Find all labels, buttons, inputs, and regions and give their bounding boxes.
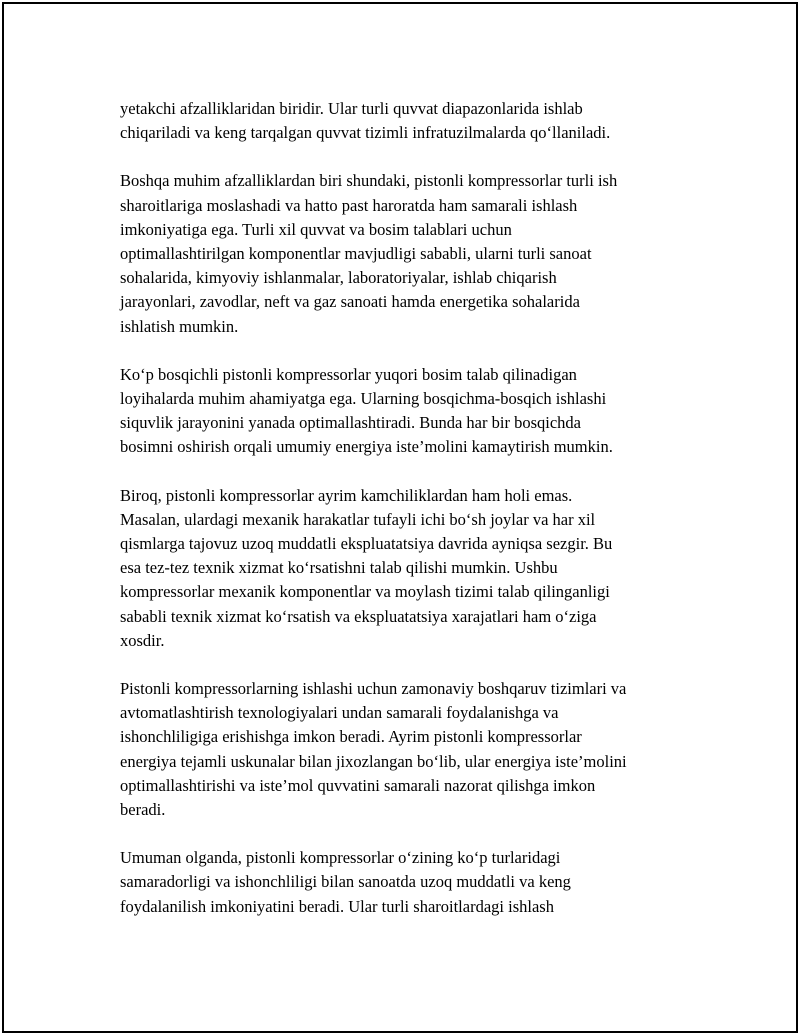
text-line: jarayonlari, zavodlar, neft va gaz sanoati hamda energetika sohalarida	[120, 292, 580, 312]
paragraph-2	[120, 169, 700, 338]
text-line: sharoitlariga moslashadi va hatto past haroratda ham samarali ishlash	[120, 195, 578, 215]
text-line: avtomatlashtirish texnologiyalari undan samarali foydalanishga va	[120, 703, 559, 723]
text-line: ishonchliligiga erishishga imkon beradi. Ayrim pistonli kompressorlar	[120, 727, 582, 747]
text-line: Masalan, ulardagi mexanik harakatlar tufayli ichi bo‘sh joylar va har xil	[120, 509, 596, 529]
document-body	[120, 97, 700, 943]
text-line: chiqariladi va keng tarqalgan quvvat tizimli infratuzilmalarda qo‘llaniladi.	[120, 123, 611, 143]
text-line: optimallashtirilgan komponentlar mavjudligi sababli, ularni turli sanoat	[120, 244, 592, 264]
text-line: qismlarga tajovuz uzoq muddatli ekspluatatsiya davrida ayniqsa sezgir. Bu	[120, 534, 613, 554]
text-line: Umuman olganda, pistonli kompressorlar o‘zining ko‘p turlaridagi	[120, 848, 561, 868]
text-line: esa tez-tez texnik xizmat ko‘rsatishni talab qilishi mumkin. Ushbu	[120, 558, 558, 578]
paragraph-5	[120, 677, 700, 822]
text-line: xosdir.	[120, 630, 165, 650]
document-page	[2, 2, 798, 1033]
text-line: foydalanilish imkoniyatini beradi. Ular turli sharoitlardagi ishlash	[120, 896, 554, 916]
text-line: kompressorlar mexanik komponentlar va moylash tizimi talab qilinganligi	[120, 582, 610, 602]
text-line: samaradorligi va ishonchliligi bilan sanoatda uzoq muddatli va keng	[120, 872, 571, 892]
paragraph-3	[120, 363, 700, 460]
text-line: Ko‘p bosqichli pistonli kompressorlar yuqori bosim talab qilinadigan	[120, 364, 577, 384]
paragraph-1	[120, 97, 700, 145]
text-line: beradi.	[120, 800, 166, 820]
text-line: optimallashtirishi va iste’mol quvvatini samarali nazorat qilishga imkon	[120, 775, 596, 795]
text-line: sababli texnik xizmat ko‘rsatish va ekspluatatsiya xarajatlari ham o‘ziga	[120, 606, 597, 626]
text-line: ishlatish mumkin.	[120, 316, 239, 336]
text-line: sohalarida, kimyoviy ishlanmalar, laboratoriyalar, ishlab chiqarish	[120, 268, 557, 288]
text-line: Biroq, pistonli kompressorlar ayrim kamchiliklardan ham holi emas.	[120, 485, 573, 505]
text-line: imkoniyatiga ega. Turli xil quvvat va bosim talablari uchun	[120, 219, 512, 239]
text-line: siquvlik jarayonini yanada optimallashtiradi. Bunda har bir bosqichda	[120, 413, 581, 433]
text-line: energiya tejamli uskunalar bilan jixozlangan bo‘lib, ular energiya iste’molini	[120, 751, 627, 771]
paragraph-4	[120, 484, 700, 653]
text-line: bosimni oshirish orqali umumiy energiya iste’molini kamaytirish mumkin.	[120, 437, 613, 457]
paragraph-6	[120, 846, 700, 919]
text-line: Pistonli kompressorlarning ishlashi uchun zamonaviy boshqaruv tizimlari va	[120, 679, 627, 699]
text-line: loyihalarda muhim ahamiyatga ega. Ularning bosqichma-bosqich ishlashi	[120, 389, 607, 409]
text-line: yetakchi afzalliklaridan biridir. Ular turli quvvat diapazonlarida ishlab	[120, 99, 583, 118]
text-line: Boshqa muhim afzalliklardan biri shundaki, pistonli kompressorlar turli ish	[120, 171, 618, 191]
